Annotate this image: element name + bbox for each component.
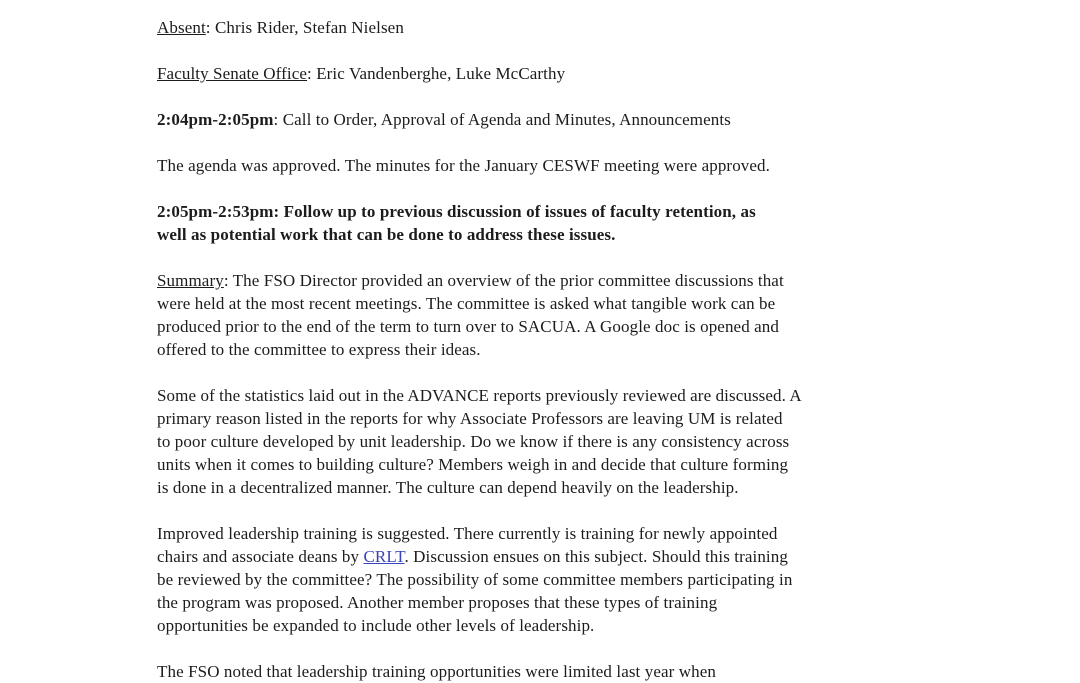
text-line: The FSO noted that leadership training opportunities were limited last year when [157, 662, 716, 681]
approval-note [157, 154, 930, 177]
text-line: produced prior to the end of the term to turn over to SACUA. A Google doc is opened and [157, 317, 779, 336]
text-line: units when it comes to building culture? Members weigh in and decide that culture forming [157, 455, 789, 474]
agenda-item-followup [157, 200, 930, 246]
training-paragraph [157, 522, 930, 637]
summary-line1-rest: : The FSO Director provided an overview of the prior committee discussions that [223, 271, 784, 290]
text-line: Improved leadership training is suggested. There currently is training for newly appointed [157, 524, 778, 543]
fso-office-label: Faculty Senate Office [157, 64, 308, 83]
text-line: offered to the committee to express their ideas. [157, 340, 481, 359]
text-line: 2:05pm-2:53pm: Follow up to previous discussion of issues of faculty retention, as [157, 202, 756, 221]
text-line [157, 16, 930, 39]
agenda-time: 2:04pm-2:05pm [157, 110, 274, 129]
agenda-item-call-to-order [157, 108, 930, 131]
text-line: primary reason listed in the reports for why Associate Professors are leaving UM is related [157, 409, 783, 428]
fso-office-names: : Eric Vandenberghe, Luke McCarthy [307, 64, 566, 83]
training-line2-before: chairs and associate deans by [157, 547, 364, 566]
text-line: opportunities be expanded to include other levels of leadership. [157, 616, 595, 635]
text-line [157, 62, 930, 85]
absent-line [157, 16, 930, 39]
text-line [157, 269, 930, 292]
absent-label: Absent [157, 18, 206, 37]
text-line: were held at the most recent meetings. The committee is asked what tangible work can be [157, 294, 776, 313]
training-line2-after: . Discussion ensues on this subject. Should this training [404, 547, 788, 566]
faculty-senate-office-line [157, 62, 930, 85]
text-line: is done in a decentralized manner. The culture can depend heavily on the leadership. [157, 478, 739, 497]
text-line: Some of the statistics laid out in the ADVANCE reports previously reviewed are discussed. A [157, 386, 802, 405]
summary-label: Summary [157, 271, 224, 290]
text-line: The agenda was approved. The minutes for the January CESWF meeting were approved. [157, 156, 770, 175]
text-line: to poor culture developed by unit leadership. Do we know if there is any consistency across [157, 432, 790, 451]
agenda-description: : Call to Order, Approval of Agenda and Minutes, Announcements [273, 110, 731, 129]
text-line [157, 108, 930, 131]
summary-paragraph [157, 269, 930, 361]
text-line: the program was proposed. Another member proposes that these types of training [157, 593, 718, 612]
text-line: be reviewed by the committee? The possibility of some committee members participating in [157, 570, 793, 589]
absent-names: : Chris Rider, Stefan Nielsen [205, 18, 404, 37]
crlt-link[interactable]: CRLT [363, 547, 405, 566]
fso-note-paragraph [157, 660, 930, 683]
text-line: well as potential work that can be done to address these issues. [157, 225, 616, 244]
statistics-paragraph [157, 384, 930, 499]
text-line [157, 545, 930, 568]
